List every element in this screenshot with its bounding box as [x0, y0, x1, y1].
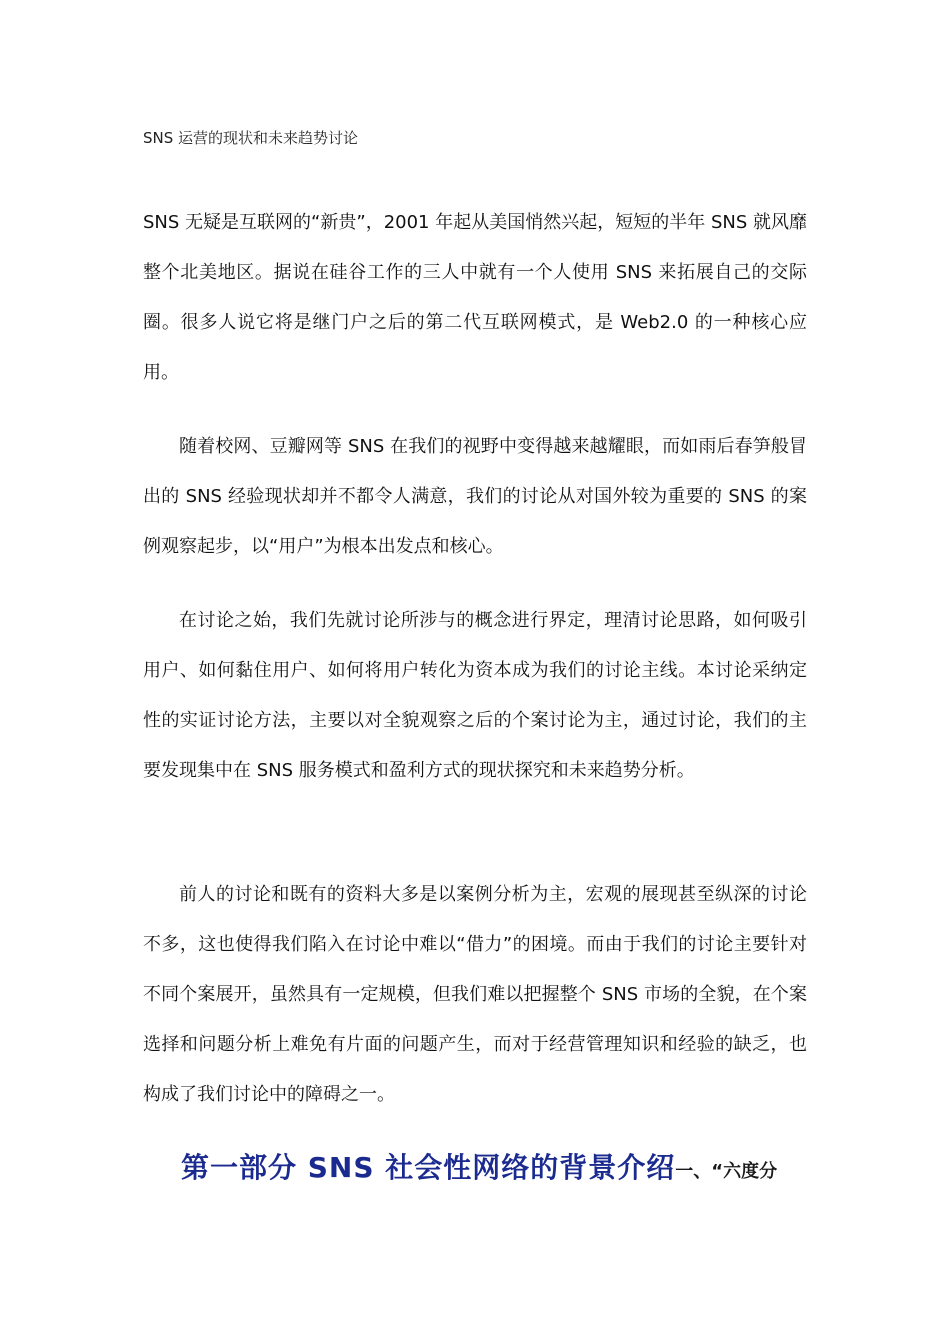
paragraph-limitations: 前人的讨论和既有的资料大多是以案例分析为主，宏观的展现甚至纵深的讨论不多，这也使得我们陷入在讨论中难以“借力”的困境。而由于我们的讨论主要针对不同个案展开，虽然具有一定规模，但我们难以把握整个 SNS 市场的全貌，在个案选择和问题分析上难免有片面的问题产生，而对于经营管理知识和经验的缺乏，也构成了我们讨论中的障碍之一。: [143, 884, 807, 1105]
section-heading: [181, 1146, 777, 1194]
section-heading-main: 第一部分 SNS 社会性网络的背景介绍: [181, 1151, 676, 1184]
paragraph-intro: SNS 无疑是互联网的“新贵”，2001 年起从美国悄然兴起，短短的半年 SNS 就风靡整个北美地区。据说在硅谷工作的三人中就有一个人使用 SNS 来拓展自己的交际圈。很多人说它将是继门户之后的第二代互联网模式，是 Web2.0 的一种核心应用。: [143, 212, 807, 383]
paragraph-research-start: 随着校网、豆瓣网等 SNS 在我们的视野中变得越来越耀眼，而如雨后春笋般冒出的 SNS 经验现状却并不都令人满意，我们的讨论从对国外较为重要的 SNS 的案例观察起步，以“用户”为根本出发点和核心。: [143, 436, 807, 557]
paragraph-methodology: 在讨论之始，我们先就讨论所涉与的概念进行界定，理清讨论思路，如何吸引用户、如何黏住用户、如何将用户转化为资本成为我们的讨论主线。本讨论采纳定性的实证讨论方法，主要以对全貌观察之后的个案讨论为主，通过讨论，我们的主要发现集中在 SNS 服务模式和盈利方式的现状探究和未来趋势分析。: [143, 610, 807, 781]
section-heading-sub: 一、“六度分: [675, 1161, 778, 1182]
document-title: SNS 运营的现状和未来趋势讨论: [143, 129, 359, 147]
